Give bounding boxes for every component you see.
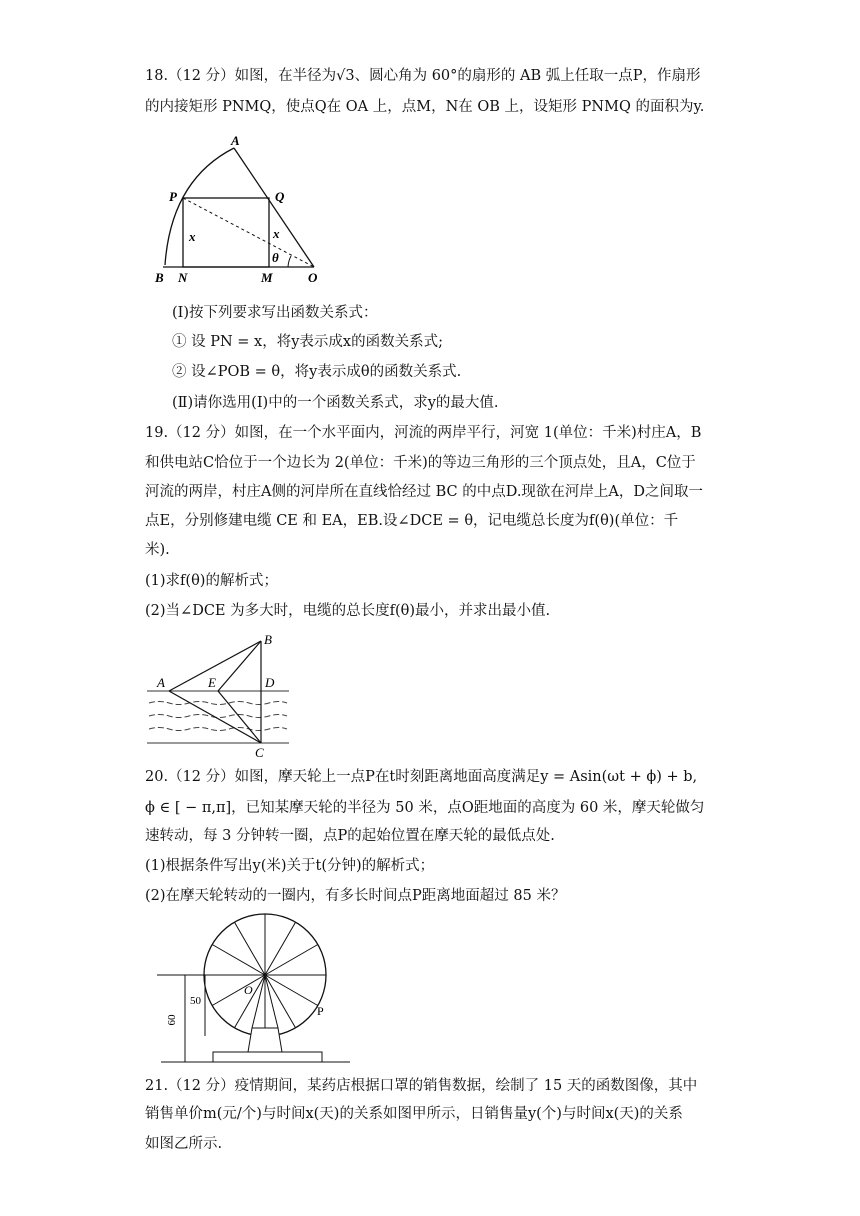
q19-part-2: (2)当∠DCE 为多大时，电缆的总长度f(θ)最小，并求出最小值.	[145, 603, 551, 619]
label-M: M	[261, 270, 273, 285]
wheel-spoke	[212, 945, 265, 976]
label-Q: Q	[275, 189, 285, 204]
label-O: O	[308, 270, 318, 285]
q18-sector-figure	[145, 128, 335, 288]
q20-line-1: 20.（12 分）如图，摩天轮上一点P在t时刻距离地面高度满足y = Asin(ωt + ϕ) + b,	[145, 769, 698, 785]
q19-line-4: 点E，分别修建电缆 CE 和 EA，EB.设∠DCE = θ，记电缆总长度为f(θ)(单位：千	[145, 513, 679, 529]
label-x-left: x	[189, 229, 196, 244]
q20-line-2: ϕ ∈ [ − π,π]，已知某摩天轮的半径为 50 米，点O距地面的高度为 60 米，摩天轮做匀	[145, 800, 705, 816]
label-B: B	[155, 270, 164, 285]
wheel-spoke	[235, 922, 266, 975]
wheel-spoke	[265, 975, 318, 1006]
q20-part-2: (2)在摩天轮转动的一圈内，有多长时间点P距离地面超过 85 米？	[145, 888, 566, 904]
wheel-spoke	[265, 975, 296, 1028]
q19-line-1: 19.（12 分）如图，在一个水平面内，河流的两岸平行，河宽 1(单位：千米)村庄A，B	[145, 425, 702, 441]
label-P: P	[317, 1004, 324, 1018]
wheel-spoke	[265, 922, 296, 975]
label-A: A	[157, 675, 165, 690]
q18-sub-1: ① 设 PN = x，将y表示成x的函数关系式;	[172, 334, 443, 350]
label-x-right: x	[273, 226, 280, 241]
q18-part-2: (Ⅱ)请你选用(Ⅰ)中的一个函数关系式，求y的最大值.	[172, 395, 499, 411]
label-D: D	[265, 675, 275, 690]
q18-line-1: 18.（12 分）如图，在半径为√3、圆心角为 60°的扇形的 AB 弧上任取一点P，作扇形	[145, 68, 701, 84]
q21-line-3: 如图乙所示.	[145, 1136, 223, 1152]
q20-ferris-wheel-figure	[145, 912, 360, 1067]
label-B: B	[264, 632, 272, 647]
label-E: E	[208, 675, 216, 690]
q19-line-3: 河流的两岸，村庄A侧的河岸所在直线恰经过 BC 的中点D.现欲在河岸上A，D之间取一	[145, 484, 704, 500]
label-O: O	[244, 983, 253, 997]
wheel-spoke	[265, 945, 318, 976]
label-radius-50: 50	[190, 995, 201, 1007]
q21-line-2: 销售单价m(元/个)与时间x(天)的关系如图甲所示，日销售量y(个)与时间x(天)的关系	[145, 1106, 683, 1122]
label-A: A	[231, 133, 240, 148]
label-N: N	[178, 270, 188, 285]
label-theta: θ	[272, 250, 279, 265]
q19-part-1: (1)求f(θ)的解析式；	[145, 573, 278, 589]
q19-river-figure	[145, 630, 295, 760]
label-height-60: 60	[166, 1014, 178, 1026]
wheel-spoke	[212, 975, 265, 1006]
q21-line-1: 21.（12 分）疫情期间，某药店根据口罩的销售数据，绘制了 15 天的函数图像，其中	[145, 1078, 698, 1094]
q20-part-1: (1)根据条件写出y(米)关于t(分钟)的解析式；	[145, 858, 435, 874]
q19-line-2: 和供电站C恰位于一个边长为 2(单位：千米)的等边三角形的三个顶点处，且A，C位于	[145, 455, 696, 471]
label-C: C	[255, 745, 264, 760]
label-P: P	[169, 189, 177, 204]
q18-line-2: 的内接矩形 PNMQ，使点Q在 OA 上，点M，N在 OB 上，设矩形 PNMQ 的面积为y.	[145, 99, 705, 115]
q19-line-5: 米).	[145, 542, 170, 558]
q18-sub-2: ② 设∠POB = θ，将y表示成θ的函数关系式.	[172, 364, 462, 380]
q20-line-3: 速转动，每 3 分钟转一圈，点P的起始位置在摩天轮的最低点处.	[145, 828, 555, 844]
q18-part-1: (Ⅰ)按下列要求写出函数关系式：	[172, 305, 378, 321]
